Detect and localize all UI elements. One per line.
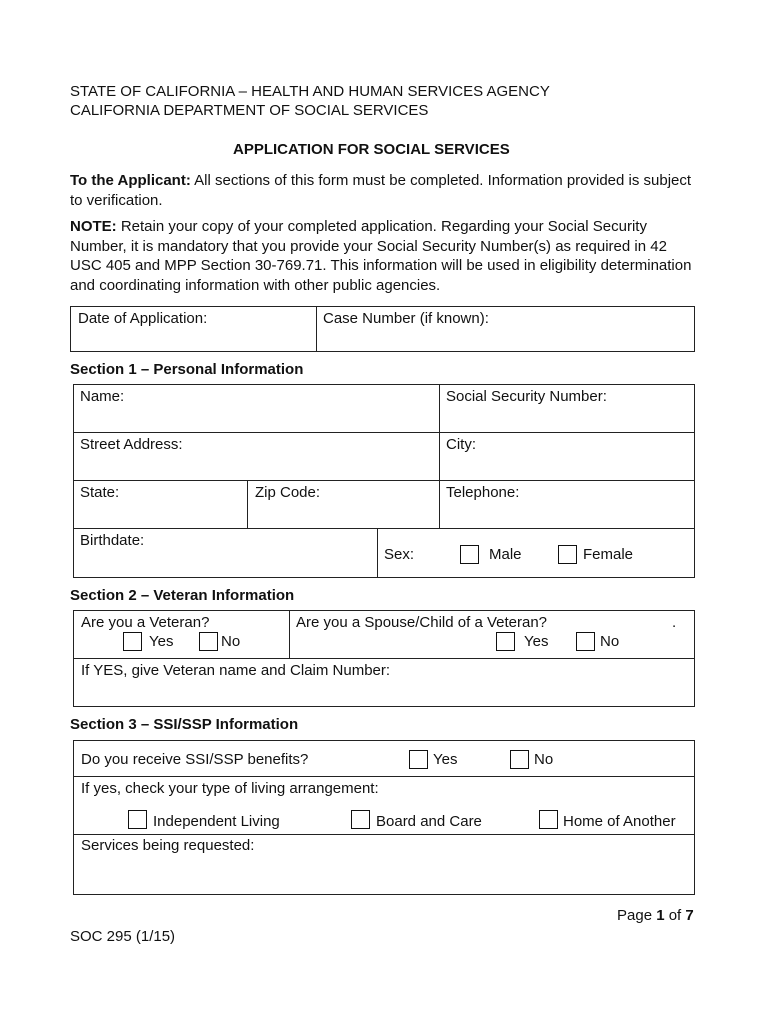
male-checkbox[interactable]	[460, 545, 479, 564]
telephone-label: Telephone:	[446, 484, 520, 501]
row-divider	[73, 528, 695, 529]
top-fields-divider	[316, 306, 317, 352]
column-divider	[247, 480, 248, 528]
applicant-label: To the Applicant:	[70, 172, 191, 189]
page-total: 7	[685, 907, 694, 924]
column-divider	[377, 528, 378, 578]
independent-living-label: Independent Living	[153, 813, 280, 830]
form-title: APPLICATION FOR SOCIAL SERVICES	[233, 141, 510, 158]
veteran-question: Are you a Veteran?	[81, 614, 210, 631]
sex-label: Sex:	[384, 546, 415, 563]
row-divider	[73, 432, 695, 433]
independent-living-checkbox[interactable]	[128, 810, 147, 829]
page-current: 1	[656, 907, 665, 924]
row-divider	[73, 834, 695, 835]
female-checkbox[interactable]	[558, 545, 577, 564]
stray-dot: .	[672, 614, 677, 631]
veteran-claim-label: If YES, give Veteran name and Claim Number:	[81, 662, 391, 679]
ssi-yes-checkbox[interactable]	[409, 750, 428, 769]
board-and-care-checkbox[interactable]	[351, 810, 370, 829]
male-label: Male	[489, 546, 522, 563]
agency-line-2: CALIFORNIA DEPARTMENT OF SOCIAL SERVICES	[70, 102, 429, 119]
ssi-yes-label: Yes	[433, 751, 458, 768]
veteran-yes-label: Yes	[149, 633, 174, 650]
section-1-title: Section 1 – Personal Information	[70, 361, 304, 378]
ssn-label: Social Security Number:	[446, 388, 607, 405]
note-label: NOTE:	[70, 218, 117, 235]
name-label: Name:	[80, 388, 125, 405]
birthdate-label: Birthdate:	[80, 532, 145, 549]
page-number	[617, 907, 694, 924]
row-divider	[73, 658, 695, 659]
date-of-application-label: Date of Application:	[78, 310, 208, 327]
ssi-question: Do you receive SSI/SSP benefits?	[81, 751, 309, 768]
spouse-question: Are you a Spouse/Child of a Veteran?	[296, 614, 548, 631]
ssi-no-label: No	[534, 751, 554, 768]
ssi-no-checkbox[interactable]	[510, 750, 529, 769]
veteran-no-checkbox[interactable]	[199, 632, 218, 651]
row-divider	[73, 776, 695, 777]
applicant-instructions	[70, 171, 702, 210]
zip-code-label: Zip Code:	[255, 484, 321, 501]
column-divider	[289, 610, 290, 658]
services-requested-label: Services being requested:	[81, 837, 255, 854]
case-number-label: Case Number (if known):	[323, 310, 489, 327]
state-label: State:	[80, 484, 120, 501]
row-divider	[73, 480, 695, 481]
spouse-yes-label: Yes	[524, 633, 549, 650]
veteran-no-label: No	[221, 633, 241, 650]
female-label: Female	[583, 546, 634, 563]
living-arrangement-question: If yes, check your type of living arrangement:	[81, 780, 379, 797]
agency-line-1: STATE OF CALIFORNIA – HEALTH AND HUMAN SERVICES AGENCY	[70, 83, 550, 100]
section-2-title: Section 2 – Veteran Information	[70, 587, 295, 604]
city-label: City:	[446, 436, 476, 453]
veteran-yes-checkbox[interactable]	[123, 632, 142, 651]
home-of-another-checkbox[interactable]	[539, 810, 558, 829]
spouse-yes-checkbox[interactable]	[496, 632, 515, 651]
street-address-label: Street Address:	[80, 436, 183, 453]
spouse-no-label: No	[600, 633, 620, 650]
note-paragraph	[70, 217, 702, 295]
form-id: SOC 295 (1/15)	[70, 928, 176, 945]
section-3-title: Section 3 – SSI/SSP Information	[70, 716, 299, 733]
page-of: of	[664, 907, 686, 924]
column-divider	[439, 384, 440, 528]
spouse-no-checkbox[interactable]	[576, 632, 595, 651]
page-prefix: Page	[617, 907, 657, 924]
note-text: Retain your copy of your completed application. Regarding your Social Security Number, it is mandatory that you provide your Social Security Number(s) as required in 42 USC 405 and MPP Section 30-769.71. This information will be used in eligibility determination and coordinating information with other public agencies.	[70, 218, 692, 294]
home-of-another-label: Home of Another	[563, 813, 676, 830]
applicant-text: All sections of this form must be completed. Information provided is subject to verification.	[70, 172, 692, 209]
board-and-care-label: Board and Care	[376, 813, 482, 830]
